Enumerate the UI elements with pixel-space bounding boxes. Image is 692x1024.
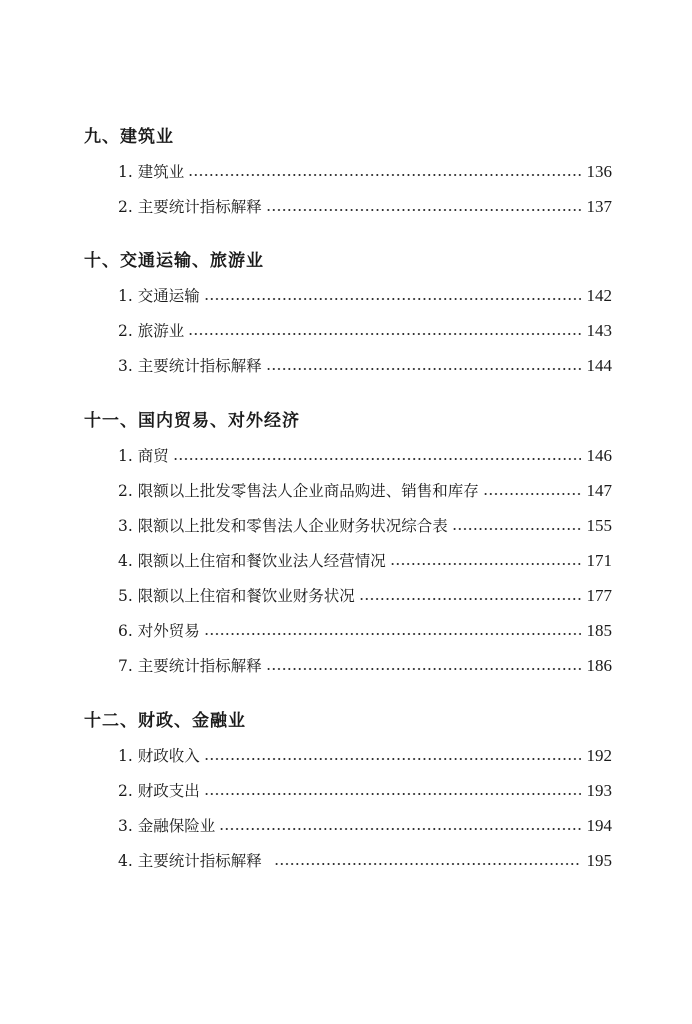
dot-leader xyxy=(274,863,581,865)
toc-entry-page-number: 192 xyxy=(586,746,612,765)
toc-entry-page-number: 147 xyxy=(586,481,612,500)
toc-entry[interactable] xyxy=(118,284,612,308)
toc-entry[interactable] xyxy=(118,584,612,608)
toc-entry-page-number: 194 xyxy=(586,816,612,835)
toc-entry-label: 3. 限额以上批发和零售法人企业财务状况综合表 xyxy=(118,517,448,535)
toc-entry-page-number: 144 xyxy=(586,356,612,375)
toc-entry-label: 5. 限额以上住宿和餐饮业财务状况 xyxy=(118,587,355,605)
toc-entry-page-number: 185 xyxy=(586,621,612,640)
toc-entry-label: 3. 主要统计指标解释 xyxy=(118,357,262,375)
toc-entry[interactable] xyxy=(118,849,612,873)
toc-entry-page-number: 193 xyxy=(586,781,612,800)
toc-entry-page-number: 171 xyxy=(586,551,612,570)
toc-entry[interactable] xyxy=(118,479,612,503)
toc-entry[interactable] xyxy=(118,619,612,643)
section-title-transport-tourism: 十、交通运输、旅游业 xyxy=(84,251,264,271)
dot-leader xyxy=(204,793,581,795)
dot-leader xyxy=(390,563,581,565)
toc-entry-page-number: 146 xyxy=(586,446,612,465)
dot-leader xyxy=(266,668,581,670)
toc-entry-page-number: 177 xyxy=(586,586,612,605)
toc-entry-label: 2. 财政支出 xyxy=(118,782,200,800)
toc-entry-page-number: 136 xyxy=(586,162,612,181)
dot-leader xyxy=(219,828,580,830)
toc-entry-label: 1. 建筑业 xyxy=(118,163,185,181)
section-title-domestic-trade-foreign-economy: 十一、国内贸易、对外经济 xyxy=(84,411,300,431)
dot-leader xyxy=(452,528,581,530)
toc-entry[interactable] xyxy=(118,514,612,538)
dot-leader xyxy=(173,458,581,460)
toc-entry-page-number: 137 xyxy=(586,197,612,216)
toc-entry[interactable] xyxy=(118,744,612,768)
toc-entry-label: 1. 财政收入 xyxy=(118,747,200,765)
toc-entry-page-number: 155 xyxy=(586,516,612,535)
toc-entry[interactable] xyxy=(118,319,612,343)
toc-entry-label: 1. 交通运输 xyxy=(118,287,200,305)
toc-entry-page-number: 142 xyxy=(586,286,612,305)
dot-leader xyxy=(204,633,581,635)
dot-leader xyxy=(266,209,581,211)
section-title-construction: 九、建筑业 xyxy=(84,127,174,147)
dot-leader xyxy=(204,758,581,760)
toc-entry-page-number: 195 xyxy=(586,851,612,870)
toc-entry-label: 4. 限额以上住宿和餐饮业法人经营情况 xyxy=(118,552,386,570)
toc-entry[interactable] xyxy=(118,779,612,803)
toc-entry[interactable] xyxy=(118,195,612,219)
toc-entry-label: 2. 旅游业 xyxy=(118,322,185,340)
toc-entry-label: 4. 主要统计指标解释 xyxy=(118,852,262,870)
toc-entry[interactable] xyxy=(118,444,612,468)
dot-leader xyxy=(204,298,581,300)
toc-entry-label: 7. 主要统计指标解释 xyxy=(118,657,262,675)
dot-leader xyxy=(266,368,581,370)
toc-entry-label: 1. 商贸 xyxy=(118,447,169,465)
section-title-finance-banking: 十二、财政、金融业 xyxy=(84,711,246,731)
toc-entry-label: 2. 主要统计指标解释 xyxy=(118,198,262,216)
toc-entry[interactable] xyxy=(118,814,612,838)
toc-entry[interactable] xyxy=(118,549,612,573)
dot-leader xyxy=(483,493,581,495)
toc-entry[interactable] xyxy=(118,160,612,184)
dot-leader xyxy=(359,598,581,600)
dot-leader xyxy=(188,174,580,176)
toc-entry-page-number: 186 xyxy=(586,656,612,675)
toc-entry[interactable] xyxy=(118,654,612,678)
toc-entry-label: 2. 限额以上批发零售法人企业商品购进、销售和库存 xyxy=(118,482,479,500)
toc-entry-label: 3. 金融保险业 xyxy=(118,817,216,835)
toc-entry-label: 6. 对外贸易 xyxy=(118,622,200,640)
dot-leader xyxy=(188,333,580,335)
toc-entry[interactable] xyxy=(118,354,612,378)
toc-entry-page-number: 143 xyxy=(586,321,612,340)
